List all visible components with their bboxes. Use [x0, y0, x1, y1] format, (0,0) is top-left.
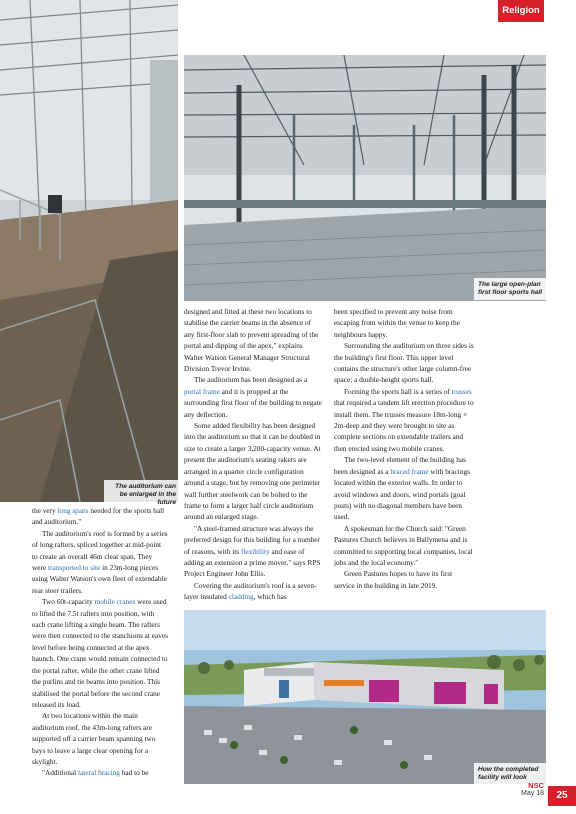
paragraph-text: Surrounding the auditorium on three sides is the building's first floor. This upper level contains the structure's other large column-free space; a double-height sports hall. — [334, 341, 474, 385]
article-paragraph — [32, 767, 168, 778]
paragraph-text: The two-level element of the building has been designed as a — [334, 455, 466, 476]
article-paragraph — [32, 505, 168, 528]
paragraph-text: that required a tandem lift erection procedure to install them. The trusses measure 18m-long × 2m-deep and they were brought to site as complete sections on extendable trailers and then erected using two mobile cranes. — [334, 398, 474, 453]
paragraph-text: Some added flexibility has been designed into the auditorium so that it can be doubled in size to create a larger 3,200-capacity venue. At present the auditorium's seating rakers are arranged in a quarter circle configuration around a stage, but by removing one perimeter wall further steelwork can be bolted to the frame to form a larger half circle auditorium around an enlarged stage. — [184, 421, 321, 522]
paragraph-text: Green Pastures hopes to have its first service in the building in late 2019. — [334, 569, 453, 590]
paragraph-text: and it is propped at the surrounding first floor of the building to negate any deflection. — [184, 386, 323, 419]
paragraph-text: Covering the auditorium's roof is a seven-layer insulated — [184, 580, 317, 602]
highlighted-term: cladding — [228, 592, 254, 602]
paragraph-text: , which has — [253, 592, 287, 602]
paragraph-text: had to be — [119, 768, 149, 778]
article-paragraph — [32, 596, 168, 710]
left-photo-auditorium — [0, 0, 178, 502]
article-paragraph — [184, 306, 322, 374]
brand-name: NSC — [528, 781, 544, 790]
paragraph-text: in 23m-long pieces using Walter Watson's own fleet of extendable rear steer trailers. — [32, 563, 167, 595]
article-column-3 — [334, 306, 474, 591]
article-column-2 — [184, 306, 322, 603]
article-paragraph — [32, 710, 168, 767]
highlighted-term: lateral bracing — [78, 768, 120, 778]
article-paragraph — [334, 340, 474, 386]
article-paragraph — [334, 523, 474, 569]
page-number: 25 — [548, 786, 576, 806]
paragraph-text: Two 60t-capacity — [42, 597, 95, 607]
paragraph-text: were used to lifted the 7.5t rafters into position, with each crane lifting a single beam. The rafters were then connected to the stanchions at eaves level before being connected at the apex haunch. One crane would remain connected to the portal rafter, while the other crane lifted the purlins and tie beams into position. This stabilised the portal before the second crane released its load. — [32, 597, 168, 709]
paragraph-text: and ease of adding an extension a prime mover," says RPS Project Engineer John Ellis. — [184, 546, 321, 579]
highlighted-term: portal frame — [184, 386, 220, 396]
paragraph-text: with bracings located within the exterior walls. In order to avoid windows and doors, wind portals (goal posts) with no diagonal members have been used. — [334, 466, 470, 522]
bottom-photo-rendering — [184, 610, 546, 784]
footer-brand — [521, 781, 544, 797]
article-paragraph — [334, 568, 474, 591]
article-paragraph — [184, 523, 322, 580]
left-photo-caption: The auditorium can be enlarged in the future — [104, 480, 180, 510]
paragraph-text: At two locations within the main auditorium roof, the 43m-long rafters are supported off a carrier beam spanning two bays to leave a large clear opening for a skylight. — [32, 711, 156, 766]
highlighted-term: trusses — [451, 386, 472, 396]
paragraph-text: A spokesman for the Church said: "Green Pastures Church believes in Ballymena and is committed to supporting local companies, local jobs and the local economy." — [334, 523, 473, 567]
highlighted-term: flexibility — [240, 546, 270, 556]
article-paragraph — [184, 420, 322, 523]
article-paragraph — [334, 306, 474, 340]
article-paragraph — [184, 580, 322, 603]
highlighted-term: transported to site — [48, 563, 101, 573]
bottom-photo-caption: How the completed facility will look — [474, 763, 548, 785]
article-paragraph — [334, 454, 474, 522]
paragraph-text: the very — [32, 506, 58, 515]
article-paragraph — [184, 374, 322, 420]
paragraph-text: The auditorium has been designed as a — [194, 375, 308, 385]
paragraph-text: "Additional — [42, 768, 79, 778]
section-tag: Religion — [498, 0, 544, 22]
top-photo-sports-hall — [184, 55, 546, 301]
highlighted-term: braced frame — [390, 466, 429, 476]
paragraph-text: The auditorium's roof is formed by a series of long rafters, spliced together at mid-point to create an overall 46m clear span. They were — [32, 528, 168, 573]
highlighted-term: mobile cranes — [94, 597, 136, 607]
article-paragraph — [32, 528, 168, 596]
top-photo-caption: The large open-plan first floor sports hall — [474, 278, 548, 300]
paragraph-text: "A steel-framed structure was always the preferred design for this building for a number of reasons, with its — [184, 523, 320, 556]
article-paragraph — [334, 386, 474, 454]
paragraph-text: designed and fitted at these two locations to stabilise the carrier beams in the absence of any first-floor slab to prevent spreading of the portal and dipping of the apex," explains Walter Watson General Manager Structural Division Trevor Irvine. — [184, 307, 319, 374]
paragraph-text: needed for the sports hall and auditorium." — [32, 506, 165, 527]
article-column-1 — [32, 505, 168, 779]
paragraph-text: been specified to prevent any noise from escaping from within the venue to keep the neighbours happy. — [334, 307, 460, 339]
issue-date: May 18 — [521, 790, 544, 797]
highlighted-term: long spans — [57, 506, 89, 515]
paragraph-text: Forming the sports hall is a series of — [344, 386, 452, 396]
